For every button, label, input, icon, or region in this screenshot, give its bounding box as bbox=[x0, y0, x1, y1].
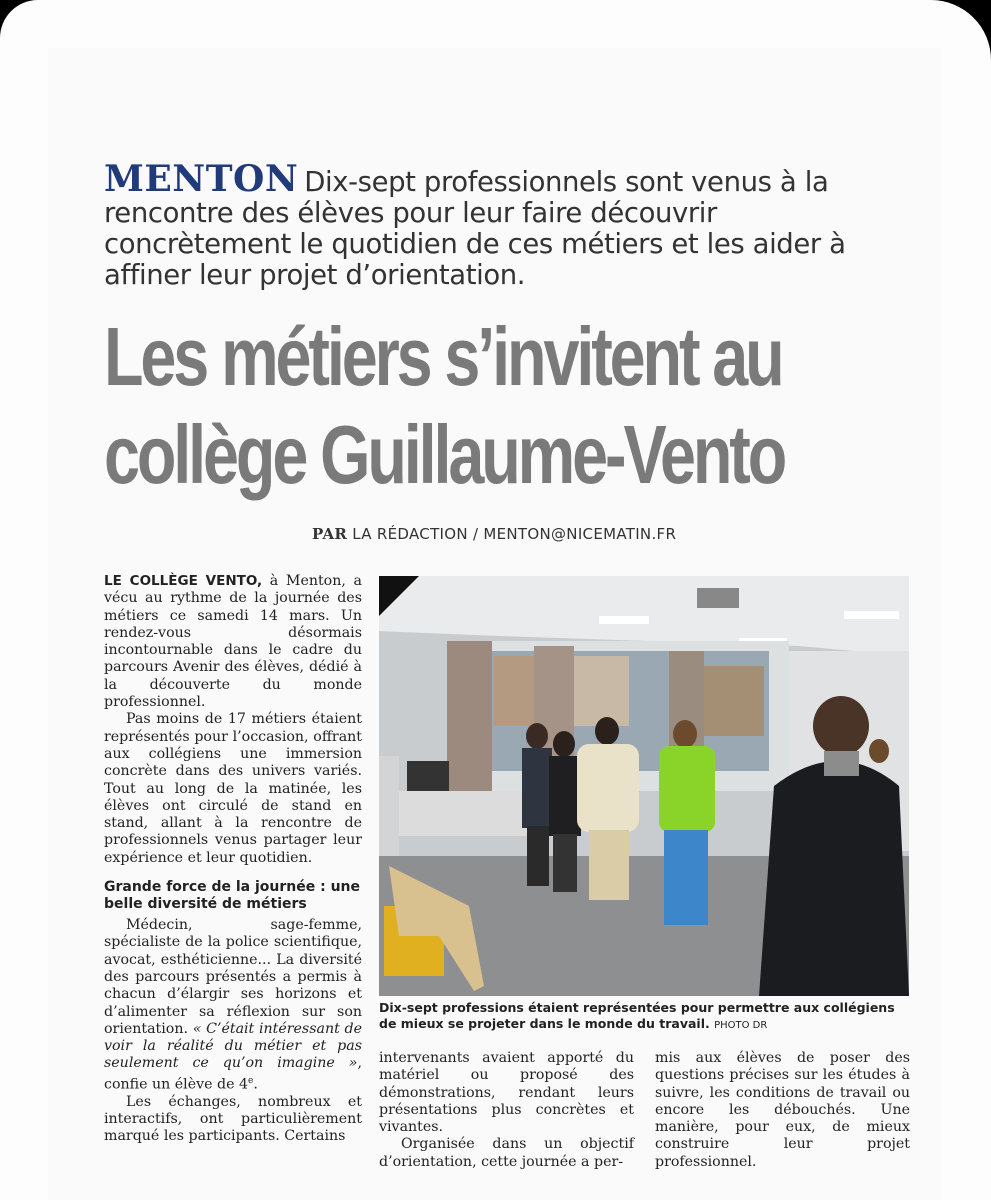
paragraph-1: LE COLLÈGE VENTO, à Menton, a vécu au rythme de la journée des métiers ce samedi 14 mars. Un rendez-vous désormais incontournable dans le cadre du parcours Avenir des élèves, dédié à la découverte du monde professionnel. bbox=[104, 573, 362, 711]
photo-caption: Dix-sept professions étaient représentées pour permettre aux collégiens de mieux se projeter dans le monde du travail. PHOTO DR bbox=[379, 1000, 895, 1031]
headline-line-2: collège Guillaume-Vento bbox=[104, 408, 785, 501]
photo-credit: PHOTO DR bbox=[714, 1020, 768, 1031]
headline-line-1: Les métiers s’invitent au bbox=[104, 310, 782, 403]
paragraph-7: mis aux élèves de poser des questions précises sur les études à suivre, les conditions de travail ou encore les débouchés. Une manière, pour eux, de mieux construire leur projet professionnel. bbox=[655, 1050, 910, 1170]
article-headline bbox=[104, 308, 785, 504]
body-column-1 bbox=[104, 573, 362, 1146]
page-edge bbox=[973, 150, 991, 1200]
article-subhead: Grande force de la journée : une belle diversité de métiers bbox=[104, 879, 361, 913]
byline-prefix: PAR bbox=[312, 525, 348, 543]
paragraph-6: Organisée dans un objectif d’orientation, cette journée a per- bbox=[379, 1136, 634, 1170]
paragraph-2: Pas moins de 17 métiers étaient représentés pour l’occasion, offrant aux collégiens une immersion concrète dans des univers variés. Tout au long de la matinée, les élèves ont circulé de stand en stand, allant à la rencontre de professionnels venus partager leur expérience et leur quotidien. bbox=[104, 711, 362, 866]
classroom-photo-illustration bbox=[379, 576, 909, 996]
body-column-2 bbox=[379, 1050, 634, 1171]
body-column-3 bbox=[655, 1050, 910, 1171]
paragraph-5: intervenants avaient apporté du matériel ou proposé des démonstrations, rendant leurs présentations plus concrètes et vivantes. bbox=[379, 1050, 634, 1136]
article-lead bbox=[104, 158, 874, 291]
paragraph-3: Médecin, sage-femme, spécialiste de la police scientifique, avocat, esthéticienne... La diversité des parcours présentés a permis à chacun d’élargir ses horizons et d’alimenter sa réflexion sur son orientation. « C’était intéressant de voir la réalité du métier et pas seulement ce qu’on imagine », confie un élève de 4e. bbox=[104, 917, 362, 1093]
article-kicker: MENTON bbox=[104, 158, 299, 200]
lead-text: Dix-sept professionnels sont venus à la rencontre des élèves pour leur faire découvrir concrètement le quotidien de ces métiers et les aider à affiner leur projet d’orientation. bbox=[104, 166, 846, 291]
body-lead-in: LE COLLÈGE VENTO, bbox=[104, 573, 263, 589]
article-byline bbox=[312, 525, 676, 543]
student-quote: « C’était intéressant de voir la réalité du métier et pas seulement ce qu’on imagine » bbox=[104, 1020, 362, 1072]
paragraph-4: Les échanges, nombreux et interactifs, ont particulièrement marqué les participants. Certains bbox=[104, 1093, 362, 1145]
classroom-photo bbox=[379, 576, 909, 996]
byline-text: LA RÉDACTION / MENTON@NICEMATIN.FR bbox=[352, 525, 677, 543]
